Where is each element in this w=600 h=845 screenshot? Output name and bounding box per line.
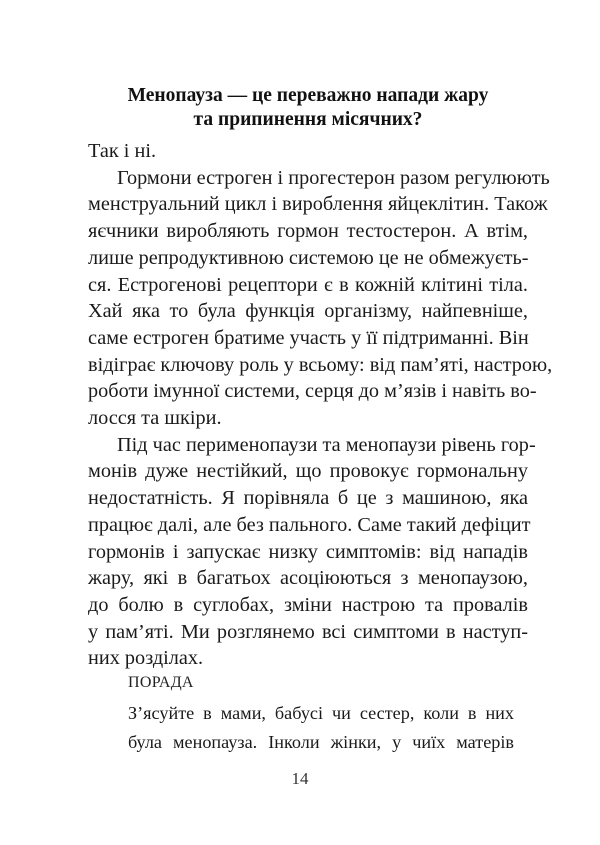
text-line: лосся та шкіри. bbox=[88, 407, 222, 430]
tip-label: ПОРАДА bbox=[128, 674, 194, 691]
text-line: ся. Естрогенові рецептори є в кожній клітині тіла. bbox=[88, 273, 528, 296]
text-line: менструальний цикл і вироблення яйцеклітин. Також bbox=[88, 193, 548, 216]
text-line: них розділах. bbox=[88, 647, 204, 670]
section-heading bbox=[88, 84, 528, 132]
page-content bbox=[88, 84, 553, 672]
text-line: Хай яка то була функція організму, найпевніше, bbox=[88, 300, 528, 323]
heading-line: Менопауза — це переважно напади жару bbox=[127, 85, 489, 106]
paragraph-perimenopause bbox=[88, 432, 536, 672]
heading-line: та припинення місячних? bbox=[193, 109, 423, 130]
text-line: працює далі, але без пального. Саме такий дефіцит bbox=[88, 513, 531, 536]
text-line: З’ясуйте в мами, бабусі чи сестер, коли в них bbox=[128, 703, 514, 723]
tip-text bbox=[128, 699, 514, 757]
paragraph-answer bbox=[88, 138, 528, 165]
text-line: Так і ні. bbox=[88, 140, 157, 162]
text-line: до болю в суглобах, зміни настрою та провалів bbox=[88, 593, 528, 616]
text-line: Гормони естроген і прогестерон разом регулюють bbox=[117, 166, 550, 189]
text-line: роботи імунної системи, серця до м’язів і навіть во- bbox=[88, 380, 537, 403]
text-line: у пам’яті. Ми розглянемо всі симптоми в наступ- bbox=[88, 620, 528, 643]
text-line: саме естроген братиме участь у її підтриманні. Він bbox=[88, 326, 529, 349]
text-line: відіграє ключову роль у всьому: від пам’яті, настрою, bbox=[88, 353, 553, 376]
text-line: недостатність. Я порівняла б це з машиною, яка bbox=[88, 487, 528, 510]
text-line: була менопауза. Інколи жінки, у чиїх матерів bbox=[128, 732, 514, 752]
body-text bbox=[88, 138, 553, 672]
text-line: яєчники виробляють гормон тестостерон. А втім, bbox=[88, 220, 528, 243]
text-line: монів дуже нестійкий, що провокує гормональну bbox=[88, 460, 528, 483]
text-line: жару, які в багатьох асоціюються з менопаузою, bbox=[88, 567, 528, 590]
text-line: гормонів і запускає низку симптомів: від нападів bbox=[88, 540, 528, 563]
paragraph-hormones bbox=[88, 165, 553, 432]
text-line: лише репродуктивною системою це не обмежуєть- bbox=[88, 246, 529, 269]
page-number: 14 bbox=[291, 769, 309, 788]
text-line: Під час перименопаузи та менопаузи рівень гор- bbox=[117, 433, 536, 456]
tip-box bbox=[128, 672, 514, 757]
